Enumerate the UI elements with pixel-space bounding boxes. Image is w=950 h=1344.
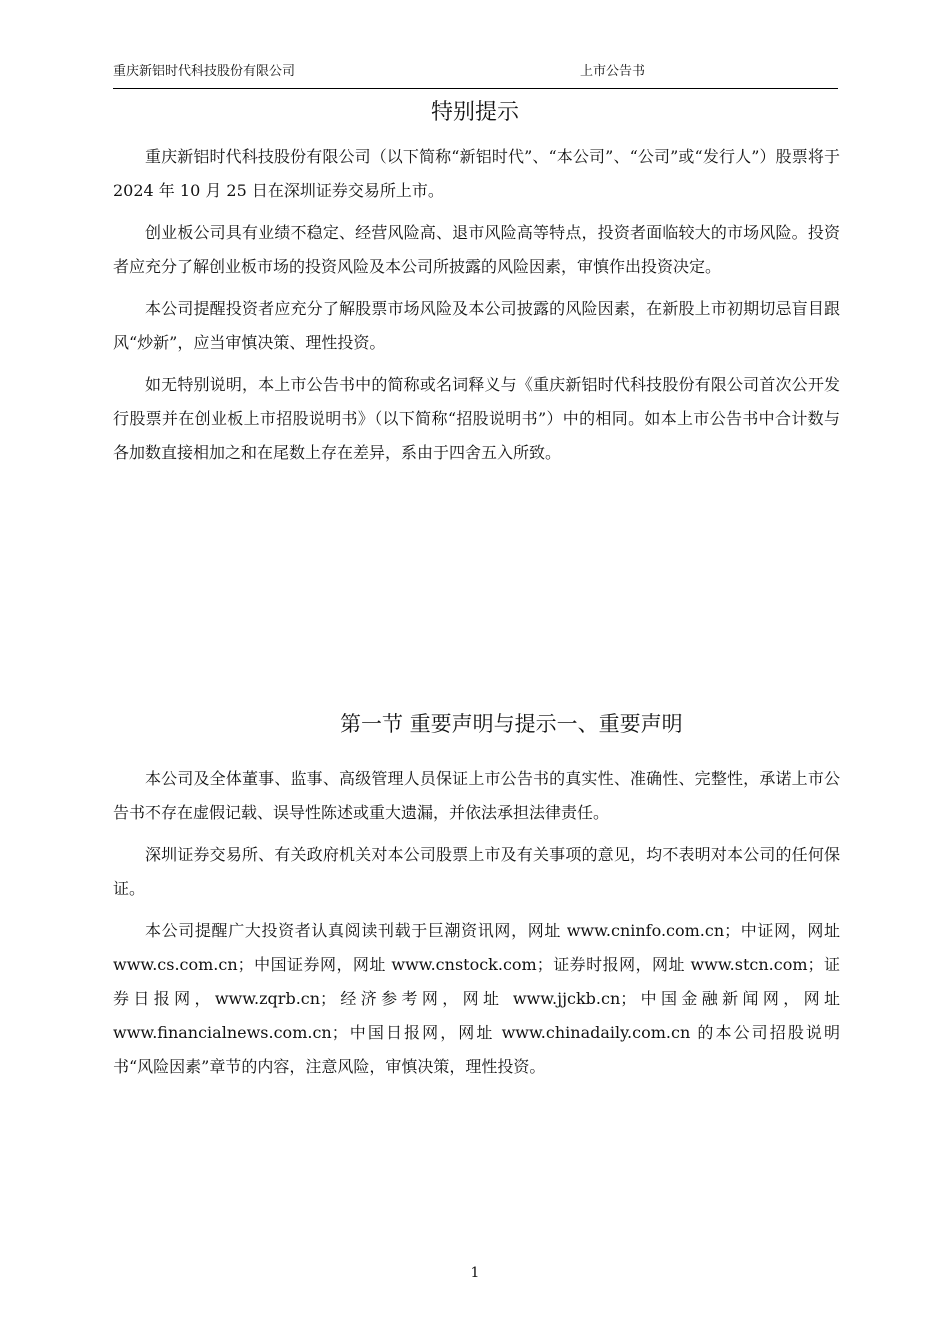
special-notice-title: 特别提示 [430, 100, 519, 125]
declaration-paragraph: 本公司提醒广大投资者认真阅读刊载于巨潮资讯网，网址 www.cninfo.com.cn；中证网，网址 www.cs.com.cn；中国证券网，网址 www.cnstock.com；证券时报网，网址 www.stcn.com；证券日报网，www.zqrb.cn；经济参考网，网址 www.jjckb.cn；中国金融新闻网，网址 www.financialnews.com.cn；中国日报网，网址 www.chinadaily.com.cn 的本公司招股说明书“风险因素”章节的内容，注意风险，审慎决策，理性投资。 [113, 921, 840, 1076]
declaration-paragraph: 本公司及全体董事、监事、高级管理人员保证上市公告书的真实性、准确性、完整性，承诺上市公告书不存在虚假记载、误导性陈述或重大遗漏，并依法承担法律责任。 [113, 769, 840, 822]
declaration-paragraph: 深圳证券交易所、有关政府机关对本公司股票上市及有关事项的意见，均不表明对本公司的任何保证。 [113, 845, 840, 898]
section-one-body [113, 762, 840, 1092]
special-notice-paragraph: 重庆新铝时代科技股份有限公司（以下简称“新铝时代”、“本公司”、“公司”或“发行人”）股票将于 2024 年 10 月 25 日在深圳证券交易所上市。 [113, 147, 840, 200]
special-notice-body [113, 140, 840, 478]
special-notice-paragraph: 如无特别说明，本上市公告书中的简称或名词释义与《重庆新铝时代科技股份有限公司首次公开发行股票并在创业板上市招股说明书》（以下简称“招股说明书”）中的相同。如本上市公告书中合计数与各加数直接相加之和在尾数上存在差异，系由于四舍五入所致。 [113, 375, 840, 462]
page-header [113, 60, 838, 89]
special-notice-paragraph: 创业板公司具有业绩不稳定、经营风险高、退市风险高等特点，投资者面临较大的市场风险。投资者应充分了解创业板市场的投资风险及本公司所披露的风险因素，审慎作出投资决定。 [113, 223, 840, 276]
section-one-title: 第一节 重要声明与提示一、重要声明 [340, 712, 683, 736]
special-notice-paragraph: 本公司提醒投资者应充分了解股票市场风险及本公司披露的风险因素，在新股上市初期切忌盲目跟风“炒新”，应当审慎决策、理性投资。 [113, 299, 840, 352]
header-company-name: 重庆新铝时代科技股份有限公司 [113, 64, 296, 79]
header-document-type: 上市公告书 [580, 64, 646, 79]
page-number: 1 [470, 1265, 480, 1281]
